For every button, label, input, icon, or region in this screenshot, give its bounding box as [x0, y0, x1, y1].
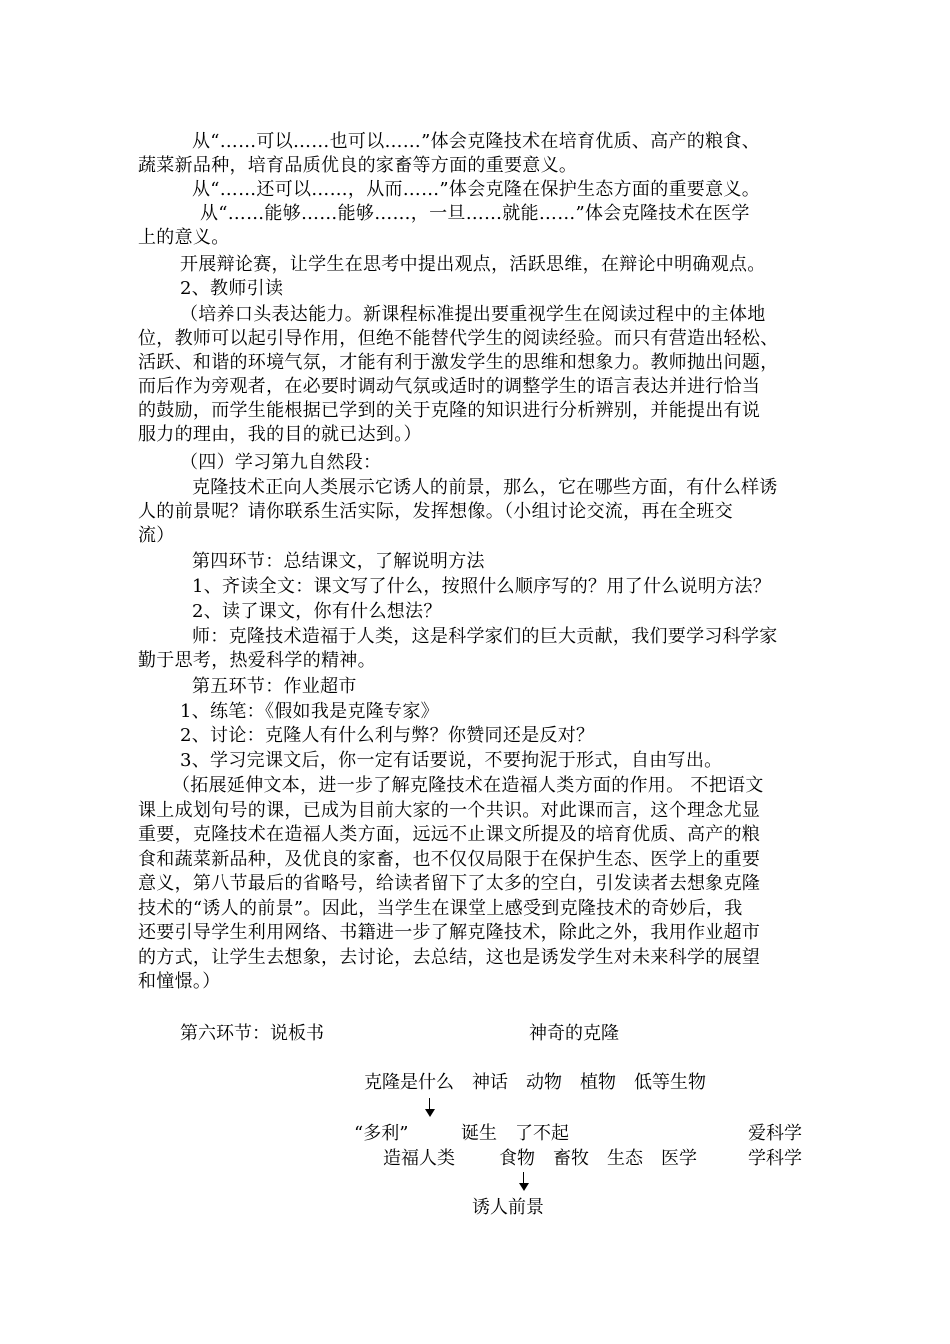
paragraph-line: 流）: [138, 525, 175, 546]
board-birth: 诞生 了不起: [461, 1123, 569, 1144]
paragraph-line: （四）学习第九自然段：: [180, 452, 382, 473]
paragraph-line: 1、练笔：《假如我是克隆专家》: [180, 701, 439, 722]
paragraph-line: 第五环节：作业超市: [192, 676, 357, 697]
board-study-science: 学科学: [748, 1148, 802, 1169]
down-arrow-icon: [424, 1098, 436, 1118]
paragraph-line: 克隆技术正向人类展示它诱人的前景，那么，它在哪些方面，有什么样诱: [192, 477, 778, 498]
paragraph-line: 服力的理由，我的目的就已达到。）: [138, 424, 422, 445]
board-title: 神奇的克隆: [529, 1023, 619, 1044]
paragraph-line: （拓展延伸文本，进一步了解克隆技术在造福人类方面的作用。 不把语文: [172, 775, 764, 796]
board-uses: 食物 畜牧 生态 医学: [499, 1148, 697, 1169]
paragraph-line: 食和蔬菜新品种，及优良的家畜，也不仅仅局限于在保护生态、医学上的重要: [138, 849, 761, 870]
paragraph-line: 的鼓励，而学生能根据已学到的关于克隆的知识进行分析辨别，并能提出有说: [138, 400, 761, 421]
paragraph-line: 从“……可以……也可以……”体会克隆技术在培育优质、高产的粮食、: [192, 131, 761, 152]
paragraph-line: 蔬菜新品种，培育品质优良的家畜等方面的重要意义。: [138, 155, 578, 176]
paragraph-line: 2、讨论：克隆人有什么利与弊？你赞同还是反对？: [180, 725, 595, 746]
paragraph-line: 还要引导学生利用网络、书籍进一步了解克隆技术，除此之外，我用作业超市: [138, 922, 761, 943]
paragraph-line: 第四环节：总结课文，了解说明方法: [192, 551, 485, 572]
down-arrow-icon: [518, 1172, 530, 1192]
paragraph-line: 课上成划句号的课，已成为目前大家的一个共识。对此课而言，这个理念尤显: [138, 800, 761, 821]
paragraph-line: 的方式，让学生去想象，去讨论，去总结，这也是诱发学生对未来科学的展望: [138, 947, 761, 968]
paragraph-line: 技术的“诱人的前景”。因此，当学生在课堂上感受到克隆技术的奇妙后，我: [138, 898, 743, 919]
paragraph-line: 从“……能够……能够……，一旦……就能……”体会克隆技术在医学: [200, 203, 750, 224]
paragraph-line: 1、齐读全文：课文写了什么，按照什么顺序写的？用了什么说明方法？: [192, 576, 772, 597]
paragraph-line: （培养口头表达能力。新课程标准提出要重视学生在阅读过程中的主体地: [180, 304, 766, 325]
board-section-label: 第六环节：说板书: [180, 1023, 324, 1044]
paragraph-line: 上的意义。: [138, 227, 230, 248]
paragraph-line: 重要，克隆技术在造福人类方面，远远不止课文所提及的培育优质、高产的粮: [138, 824, 761, 845]
paragraph-line: 开展辩论赛，让学生在思考中提出观点，活跃思维，在辩论中明确观点。: [180, 254, 766, 275]
paragraph-line: 人的前景呢？请你联系生活实际，发挥想像。（小组讨论交流，再在全班交: [138, 501, 733, 522]
paragraph-line: 师：克隆技术造福于人类，这是科学家们的巨大贡献，我们要学习科学家: [192, 626, 778, 647]
board-benefit-humanity: 造福人类: [383, 1148, 455, 1169]
paragraph-line: 位，教师可以起引导作用，但绝不能替代学生的阅读经验。而只有营造出轻松、: [138, 328, 779, 349]
board-row-what-is-clone: 克隆是什么 神话 动物 植物 低等生物: [364, 1072, 706, 1093]
paragraph-line: 2、读了课文，你有什么想法？: [192, 601, 442, 622]
paragraph-line: 而后作为旁观者，在必要时调动气氛或适时的调整学生的语言表达并进行恰当: [138, 376, 761, 397]
paragraph-line: 3、学习完课文后，你一定有话要说，不要拘泥于形式，自由写出。: [180, 750, 723, 771]
board-prospect: 诱人前景: [472, 1197, 544, 1218]
paragraph-line: 活跃、和谐的环境气氛，才能有利于激发学生的思维和想象力。教师抛出问题，: [138, 352, 779, 373]
paragraph-line: 和憧憬。）: [138, 971, 221, 992]
board-dolly: “多利”: [354, 1123, 409, 1144]
board-love-science: 爱科学: [748, 1123, 802, 1144]
paragraph-line: 意义，第八节最后的省略号，给读者留下了太多的空白，引发读者去想象克隆: [138, 873, 761, 894]
paragraph-line: 勤于思考，热爱科学的精神。: [138, 650, 376, 671]
paragraph-line: 2、教师引读: [180, 278, 284, 299]
paragraph-line: 从“……还可以……，从而……”体会克隆在保护生态方面的重要意义。: [192, 179, 761, 200]
